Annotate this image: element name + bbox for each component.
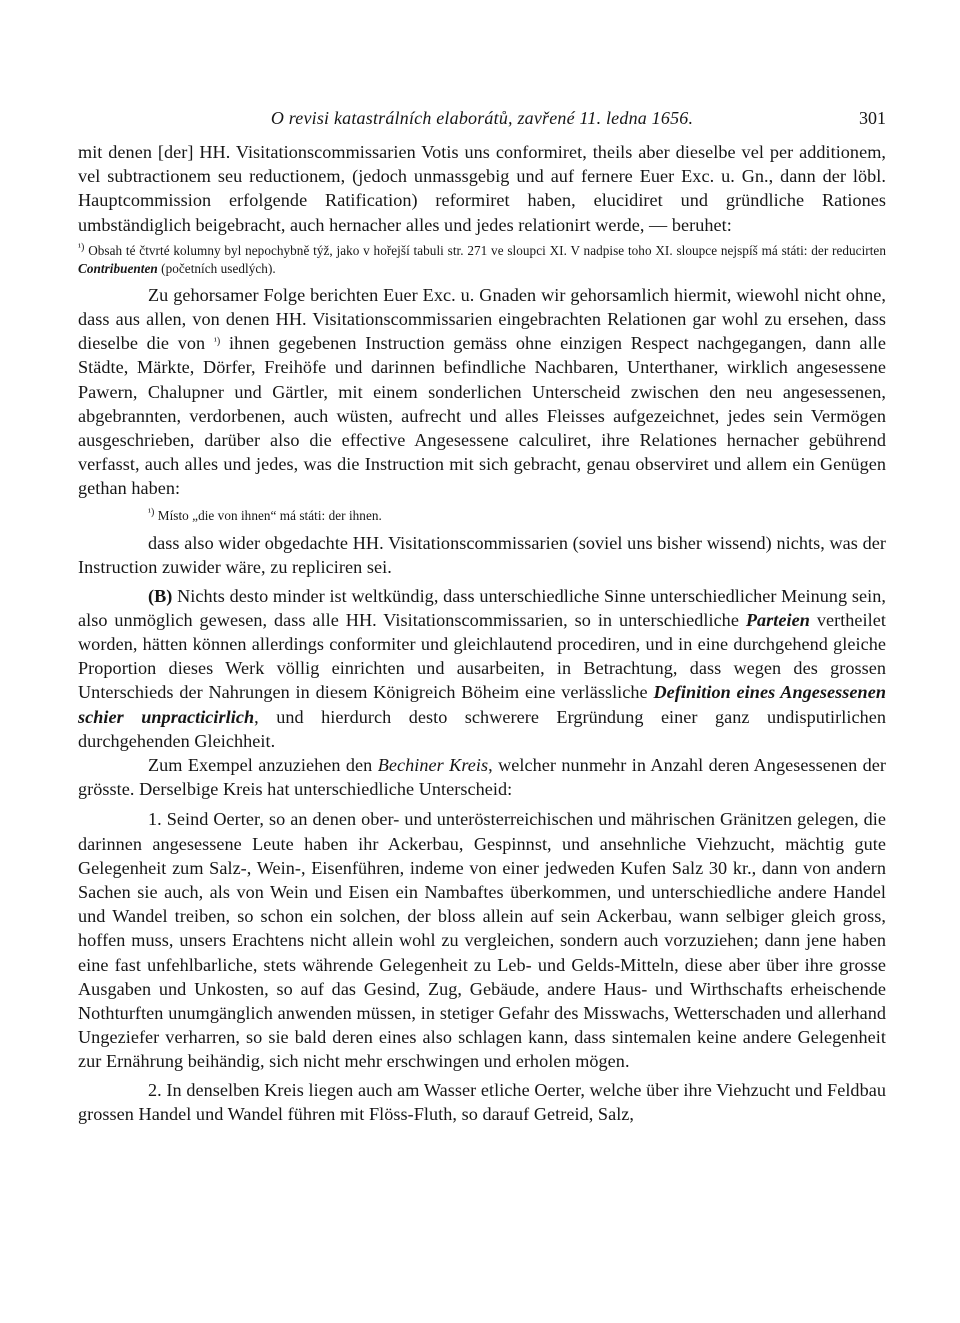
running-title: O revisi katastrálních elaborátů, zavřené 11. ledna 1656.	[270, 108, 694, 128]
paragraph-conclusion	[78, 531, 886, 579]
paragraph-example	[78, 753, 886, 801]
footnote-reference: ¹)	[213, 336, 221, 348]
emphasis-definition: Definition eines Angesessenen schier unpracticirlich	[78, 682, 886, 727]
footnote-text: Obsah té čtvrté kolumny byl nepochybně týž, jako v hořejší tabuli str. 271 ve sloupci XI. V nadpise toho XI. sloupce nejspíš má státi: der reducirten	[88, 242, 886, 258]
document-page	[78, 100, 886, 1126]
paragraph-report	[78, 283, 886, 501]
emphasis-bechiner-kreis: Bechiner Kreis	[377, 754, 489, 775]
body-text	[78, 140, 886, 1126]
paragraph-continued	[78, 140, 886, 237]
footnote-1	[78, 242, 886, 279]
emphasis-parteien: Parteien	[745, 609, 810, 630]
page-number: 301	[859, 108, 886, 128]
paragraph-text: Nichts desto minder ist weltkündig, dass unterschiedliche Sinne unterschiedlicher Meinung sein, also unmöglich gewesen, dass alle HH. Visitationscommissarien, so in unterschiedliche	[78, 585, 886, 630]
footnote-text-end: (početních usedlých).	[157, 261, 276, 277]
paragraph-text: mit denen [der] HH. Visitationscommissarien Votis uns conformiret, theils aber dieselbe vel per additionem, vel subtractionem seu reductionem, (jedoch unmassgebig und auf fernere Euer Exc. u. Gn., dann der löbl. Hauptcommission erfolgende Ratification) reformiret haben, elucidiret und gründliche Rationes umbständiglich beigebracht, auch hernacher alles und jedes relationirt werde, — beruhet:	[78, 142, 886, 235]
running-head	[78, 100, 886, 140]
paragraph-text: Zum Exempel anzuziehen den	[148, 754, 378, 775]
paragraph-section-b	[78, 584, 886, 753]
paragraph-text-cont: ihnen gegebenen Instruction gemäss ohne einzigen Respect nachgegangen, dann alle Städte, Märkte, Dörfer, Freihöfe und darinnen befindliche Nachbaren, Unterthaner, wirklich angesessene Pawern, Chalupner und Gärtler, mit einem sonderlichen Unterscheid zwischen den neu angesessenen, abgebrannten, verdorbenen, auch wüsten, aufrecht und alles Fleisses aufgezeichnet, jedes sein Vermögen ausgeschrieben, darüber also die effective Angesessene calculiret, ihre Relationes hernacher gebührend verfasst, auch alles und jedes, was die Instruction mit sich gebracht, genau observiret und allem ein Genügen gethan haben:	[78, 333, 886, 499]
footnote-text: Místo „die von ihnen“ má státi: der ihnen.	[157, 507, 382, 523]
footnote-2	[78, 507, 886, 526]
footnote-italic-term: Contribuenten	[78, 261, 158, 277]
section-label: (B)	[148, 585, 173, 606]
paragraph-text-cont: vertheilet worden, hätten können allerdings conformiter und gleichlautend procediren, und in eine durchgehend gleiche Proportion dieses Werk völlig einrichten und ausarbeiten, in Betrachtung, dass wegen des grossen Unterschieds der Nahrungen in diesem Königreich Böheim eine verlässliche	[78, 609, 886, 703]
paragraph-text: Zu gehorsamer Folge berichten Euer Exc. u. Gnaden wir gehorsamlich hiermit, wiewohl nicht ohne, dass aus allen, von denen HH. Visitationscommissarien eingebrachten Relationen gar wohl zu ersehen, dass dieselbe die von	[78, 284, 886, 354]
paragraph-text: dass also wider obgedachte HH. Visitationscommissarien (soviel uns bisher wissend) nichts, was der Instruction zuwider wäre, zu repliciren sei.	[78, 533, 886, 578]
footnote-marker: ¹)	[148, 506, 155, 518]
paragraph-point-1	[78, 807, 886, 1073]
paragraph-text: 1. Seind Oerter, so an denen ober- und unterösterreichischen und mährischen Gränitzen gelegen, die darinnen angesessene Leute haben ihr Ackerbau, Gespinnst, und ansehnliche Viehzucht, mächtig gute Gelegenheit zum Salz-, Wein-, Eisenführen, indeme von einer jedweden Kufen Salz 30 kr., dann von andern Sachen sie auch, als von Wein und Eisen ein Nambaftes überkommen, und unterschiedliche andere Handel und Wandel treiben, so schon ein solchen, der bloss allein auf sein Ackerbau, wann selbiger gleich gross, hoffen muss, unsers Erachtens nicht allein wohl zu vergleichen, sondern auch vorzuziehen; dann jene haben eine fast unfehlbarliche, stets währende Gelegenheit zu Leb- und Gelds-Mitteln, diese aber über ihre grosse Ausgaben und Unkosten, so auf das Gesind, Zug, Gebäude, andere Haus- und Wirthschafts erheischende Nothturften unumgänglich anwenden müssen, in stetiger Gefahr des Misswachs, Wetterschaden und allerhand Ungeziefer verharren, so sie bald deren eines also schlagen kann, dass sintemalen keine andere Gelegenheit zur Ernährung beihändig, sich nicht mehr erschwingen und erholen mögen.	[78, 809, 886, 1072]
footnote-marker: ¹)	[78, 241, 85, 253]
paragraph-text: 2. In denselben Kreis liegen auch am Wasser etliche Oerter, welche über ihre Viehzucht und Feldbau grossen Handel und Wandel führen mit Flöss-Fluth, so darauf Getreid, Salz,	[78, 1079, 886, 1124]
paragraph-point-2	[78, 1078, 886, 1126]
paragraph-text-end: , und hierdurch desto schwerere Ergründung einer ganz undisputirlichen durchgehenden Gleichheit.	[78, 706, 886, 751]
paragraph-text-cont: , welcher nunmehr in Anzahl deren Angesessenen der grösste. Derselbige Kreis hat unterschiedliche Unterscheid:	[78, 754, 886, 800]
